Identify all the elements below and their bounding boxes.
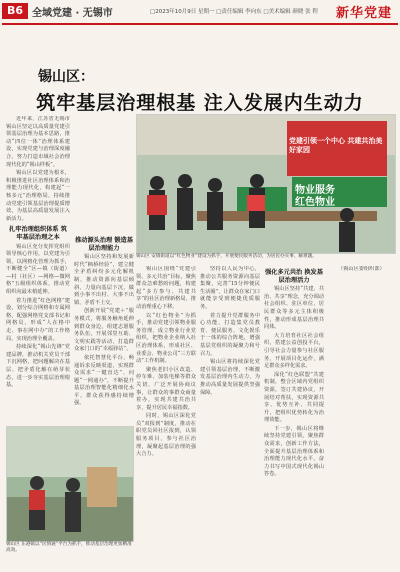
section-title: 全域党建 · 无锡市 xyxy=(32,8,113,19)
paragraph: 聚焦老旧小区改造、停车难、加装电梯等群众关切，广泛开展协商议事，让群众的事群众商量着办，实现共建共治共享，提升居民幸福指数。 xyxy=(136,366,196,411)
paragraph: 同时，锡山区深化党员“双报到”制度，推动在职党员回社区报到，认领服务项目，参与社区治理，凝聚起基层治理的强大合力。 xyxy=(136,413,196,458)
paragraph: 深化“红色联盟”共建机制，整合区域内党组织资源，签订共建协议，开展结对帮扶，实现资源共享、优势互补、共同提升，把组织优势转化为治理效能。 xyxy=(264,371,324,424)
paragraph: 锡山区围绕“党建引领、多元共治”目标，聚焦群众急难愁盼问题，构建起“多方参与、共建共享”的社区治理新格局，推动治理重心下移。 xyxy=(136,266,196,310)
paragraph: 近年来，江苏省无锡市锡山区坚定以高质量党建引领基层治理为基本思路，推动“四位一体”治理体系建设，实现党建与治理深度融合，努力打造市域社会治理现代化的“锡山样板”。 xyxy=(6,116,70,168)
page-header xyxy=(0,0,400,22)
bottom-photo xyxy=(6,426,134,542)
photo-sign: 党建引领一个中心 共建共治美好家园 xyxy=(289,137,383,154)
paragraph: 依托智慧化平台，畅通诉求反映渠道，实现群众需求“一键直达”、问题“一网通办”，不断提升基层治理智能化精细化水平，群众获得感持续增强。 xyxy=(74,354,134,407)
paragraph: 创新开展“党建＋”服务模式，将服务触角延伸到群众身边，组建志愿服务队伍，开展邻里互助、文明实践等活动，打造群众家门口的“幸福驿站”。 xyxy=(74,308,134,353)
text-column-3 xyxy=(136,266,196,566)
subheading-2: 推动源头治理 锻造基层治理能力 xyxy=(75,237,133,252)
paragraph: 锡山区将持续深化党建引领基层治理，不断激发基层治理内生动力，为推动高质量发展提供坚强保障。 xyxy=(200,359,260,396)
paragraph: 锡山区以党建为根本，积极推进社区治理体系和治理能力现代化，构建起“一核多元”治理格局，持续推动党建引领基层治理提质增效，为基层高质量发展注入新活力。 xyxy=(6,170,70,222)
col2-body xyxy=(74,254,134,408)
photo-banner-2: 红色物业 xyxy=(295,197,335,208)
bottom-photo-caption: 锡山区 东港镇以“民情通”平台为抓手，推动基层治理更加精准高效。 xyxy=(6,542,132,553)
paragraph: 以“红色物业”为抓手，推动党建引领物业服务管理，成立物业行业党组织，把物业企业纳入社区治理体系，形成社区、业委会、物业公司“三方联动”工作机制。 xyxy=(136,312,196,365)
paragraph: 坚持以人民为中心，推动公共服务资源向基层集聚，完善“15分钟便民生活圈”，让群众在家门口就能享受到便捷优质服务。 xyxy=(200,266,260,310)
paragraph: 大力培育社区社会组织，搭建公益创投平台，引导社会力量参与社区服务，开展项目化运作，满足群众多样化需求。 xyxy=(264,332,324,370)
paragraph: 着力提升党群服务中心功能，打造集党员教育、便民服务、文化娱乐于一体的综合阵地，增强基层党组织的凝聚力和号召力。 xyxy=(200,312,260,357)
header-rule xyxy=(2,23,398,25)
page-number: B6 xyxy=(2,3,28,19)
photo-banner-1: 物业服务 xyxy=(295,185,335,196)
article-headline: 筑牢基层治理根基 注入发展内生动力 xyxy=(36,92,364,114)
col5-body xyxy=(264,286,324,479)
top-photo xyxy=(136,114,396,254)
col1-body xyxy=(6,116,70,223)
paragraph: 锡山区充分发挥党组织领导核心作用，以党建为引领，以网格化管理为抓手，不断健全“区—镇（街道）—村（社区）—网格—微网格”五级组织体系，推动党组织向最末梢延伸。 xyxy=(6,243,70,296)
byline: （锡山区委组织部） xyxy=(338,266,385,272)
subheading-3: 强化多元共治 换发基层治理活力 xyxy=(265,269,323,284)
text-column-6 xyxy=(328,266,394,566)
newspaper-brand: 新华党建 xyxy=(335,6,392,21)
paragraph: 锡山区坚持和发展新时代“枫桥经验”，建立健全矛盾纠纷多元化解机制，推动资源向基层倾斜、力量向基层下沉，做到小事不出村、大事不出镇、矛盾不上交。 xyxy=(74,254,134,306)
paragraph: 持续深化“锡山先锋”党建品牌，推动机关党员干部下沉网格，把问题解决在基层、把矛盾化解在萌芽状态，进一步夯实基层治理根基。 xyxy=(6,344,70,389)
col4-body xyxy=(200,266,260,397)
top-photo-caption: 锡山区 安镇街道以“红色物业”建设为抓手，开展便民服务活动，为居民办实事、解难题。 xyxy=(136,254,317,259)
issue-meta: □2023年10月9日 星期一 □责任编辑 李向东 □美术编辑 颜晓 张 程 xyxy=(150,9,318,15)
paragraph: 着力推进“红色网格”建设，划分综合网格和专属网格，配强网格党支部书记和网格员，形成“人在格中走、事在网中办”的工作格局，实现治理全覆盖。 xyxy=(6,297,70,342)
subheading-1: 扎牢治理组织体系 筑牢基层治理之本 xyxy=(9,226,67,241)
col1b-body xyxy=(6,244,70,390)
text-column-5 xyxy=(264,266,324,566)
article-kicker: 锡山区： xyxy=(38,69,94,85)
paragraph: 下一步，锡山区将继续坚持党建引领，聚焦群众需求，创新工作方法，全面提升基层治理体系和治理能力现代化水平，奋力书写中国式现代化锡山答卷。 xyxy=(264,425,324,478)
col3-body xyxy=(136,266,196,459)
text-column-4 xyxy=(200,266,260,566)
paragraph: 锡山区坚持“共建、共治、共享”理念，充分调动社会组织、驻区单位、居民群众等多元主体积极性，推动形成基层治理共同体。 xyxy=(264,286,324,331)
